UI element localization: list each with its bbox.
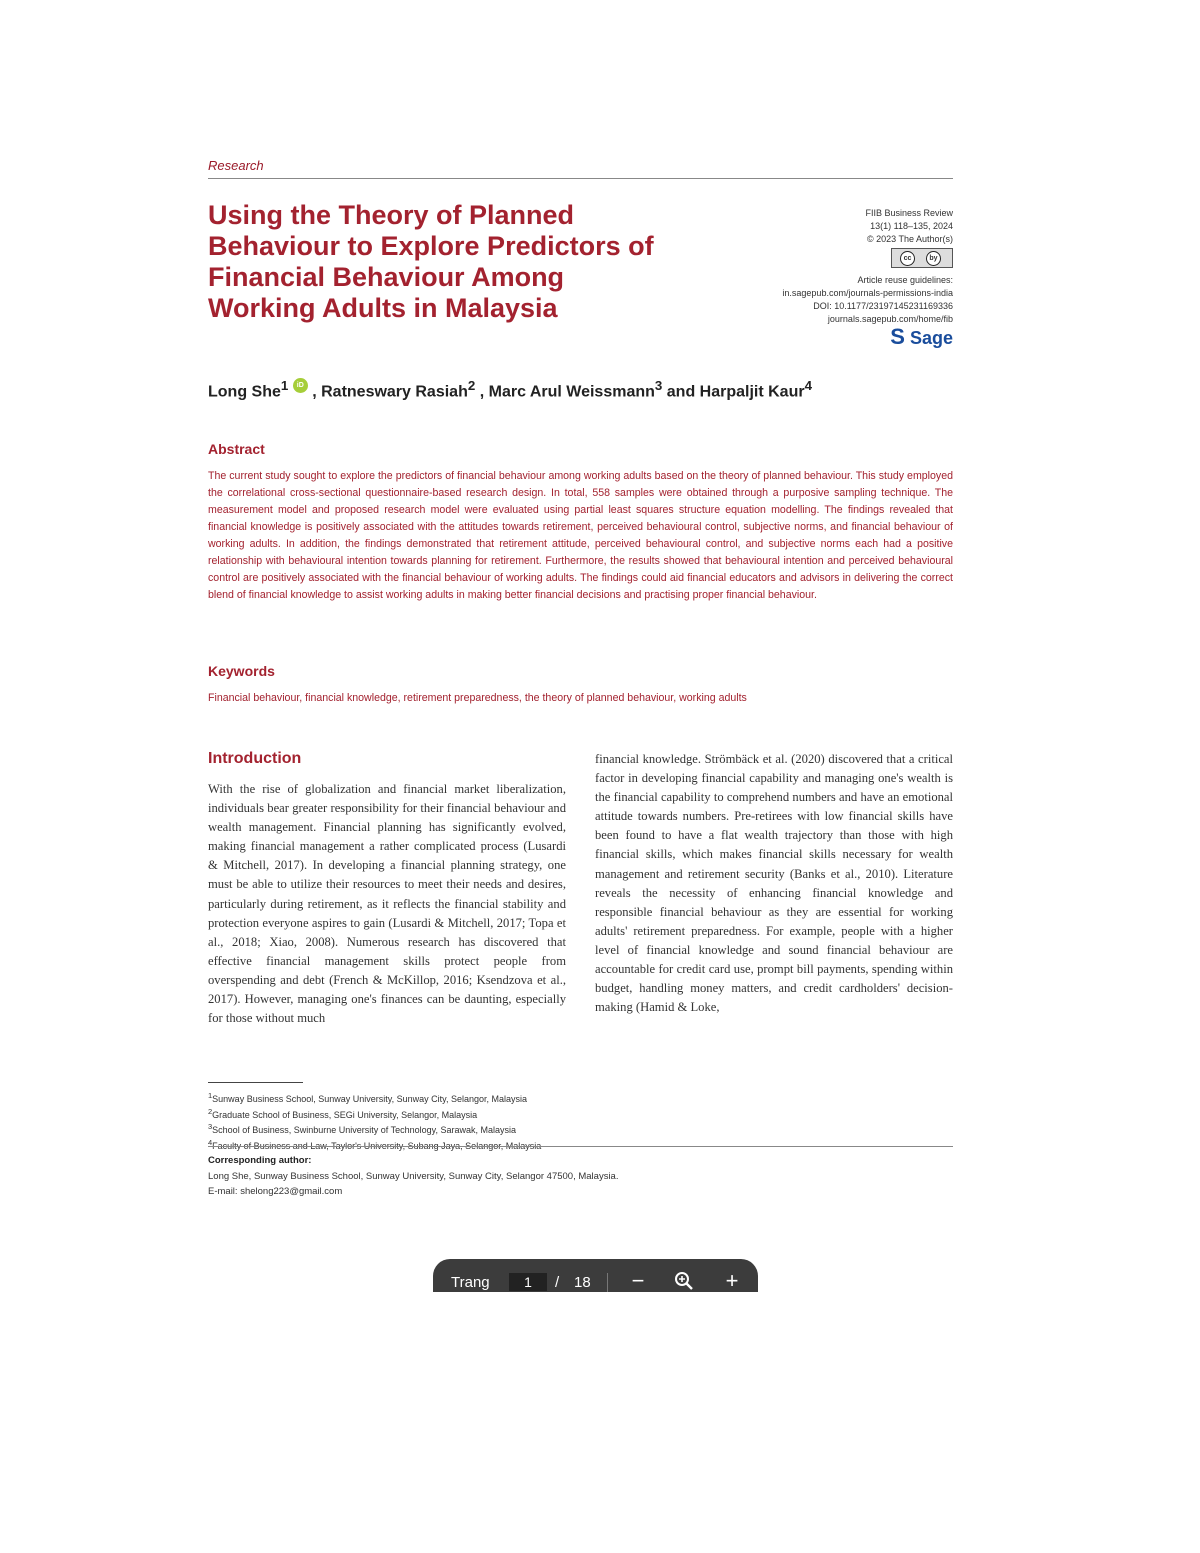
total-pages: 18 bbox=[574, 1274, 591, 1291]
page-separator: / bbox=[555, 1274, 560, 1291]
corresponding-heading: Corresponding author: bbox=[208, 1155, 312, 1166]
keywords-text: Financial behaviour, financial knowledge, retirement preparedness, the theory of planned behaviour, working adults bbox=[208, 692, 747, 704]
affiliation-text: Graduate School of Business, SEGi University, Selangor, Malaysia bbox=[212, 1109, 478, 1120]
cc-icon: cc bbox=[900, 251, 915, 266]
footnote-sup: 3 bbox=[208, 1122, 213, 1131]
journal-name: FIIB Business Review bbox=[865, 208, 953, 218]
affiliation-line bbox=[208, 1090, 541, 1106]
paper-title: Using the Theory of Planned Behaviour to Explore Predictors of Financial Behaviour Among Working Adults in Malaysia bbox=[208, 200, 654, 323]
affiliation-text: School of Business, Swinburne University of Technology, Sarawak, Malaysia bbox=[212, 1125, 516, 1135]
author-name: and Harpaljit Kaur bbox=[666, 383, 805, 401]
zoom-out-button[interactable]: − bbox=[631, 1268, 645, 1292]
footnote-sup: 1 bbox=[208, 1091, 213, 1100]
corresponding-rule bbox=[208, 1146, 953, 1147]
footnote-rule bbox=[208, 1082, 303, 1083]
toolbar-divider bbox=[607, 1273, 608, 1292]
abstract-text: The current study sought to explore the predictors of financial behaviour among working adults based on the theory of planned behaviour. This study employed the correlational cross-sectional questionnaire-based research design. In total, 558 samples were obtained through a purposive sampling technique. The measurement model and proposed research model were evaluated using partial least squares structure equation modelling. The findings revealed that financial knowledge is positively associated with the attitudes towards retirement, perceived behavioural control, subjective norms, and financial behaviour of working adults. In addition, the findings demonstrated that retirement attitude, perceived behavioural control, and subjective norms each had a positive relationship with behavioural intention towards planning for retirement. Furthermore, the results showed that behavioural intention and perceived behavioural control are positively associated with the financial behaviour of working adults. The findings could aid financial educators and advisors in delivering the correct blend of financial knowledge to assist working adults in making better financial decisions and practising proper financial behaviour. bbox=[208, 470, 953, 601]
cc-license-badge[interactable] bbox=[891, 248, 953, 268]
abstract-heading: Abstract bbox=[208, 441, 265, 457]
author-list bbox=[208, 378, 812, 401]
sage-s-icon: S bbox=[890, 324, 905, 349]
corresponding-address: Long She, Sunway Business School, Sunway University, Sunway City, Selangor 47500, Malaysia. bbox=[208, 1170, 619, 1182]
keywords-heading: Keywords bbox=[208, 663, 275, 679]
affiliation-line bbox=[208, 1137, 541, 1153]
zoom-icon[interactable] bbox=[671, 1269, 697, 1292]
attribution-icon: by bbox=[926, 251, 941, 266]
introduction-column-2: financial knowledge. Strömbäck et al. (2020) discovered that a critical factor in developing financial capability and managing one's wealth is the financial capability to comprehend numbers and have an emotional attitude towards numbers. Pre-retirees with low financial skills have been found to have a flat wealth trajectory than those with high financial skills, which makes financial skills necessary for wealth management and retirement security (Banks et al., 2010). Literature reveals the necessity of enhancing financial knowledge and responsible financial behaviour as they are essential for working adults' retirement preparedness. For example, people with a higher level of financial knowledge and sound financial behaviour are accountable for credit card use, prompt bill payments, spending within budget, handling money matters, and credit cardholders' decision-making (Hamid & Loke, bbox=[595, 752, 953, 1015]
introduction-column-1: With the rise of globalization and financial market liberalization, individuals bear greater responsibility for their financial behaviour and wealth management. Financial planning has significantly evolved, making financial management a rather complicated process (Lusardi & Mitchell, 2017). In developing a financial planning strategy, one must be able to utilize their resources to meet their needs and desires, particularly during retirement, as it reflects the financial stability and protection everyone aspires to gain (Lusardi & Mitchell, 2017; Topa et al., 2018; Xiao, 2008). Numerous research has discovered that effective financial management skills protect people from overspending and debt (French & McKillop, 2016; Ksendzova et al., 2017). However, managing one's finances can be daunting, especially for those without much bbox=[208, 782, 566, 1026]
section-label: Research bbox=[208, 158, 264, 173]
zoom-in-button[interactable]: + bbox=[725, 1268, 739, 1292]
author-name: Long She bbox=[208, 383, 281, 401]
footnote-sup: 2 bbox=[208, 1106, 213, 1116]
orcid-icon[interactable]: iD bbox=[293, 378, 308, 393]
journal-link[interactable]: journals.sagepub.com/home/fib bbox=[827, 314, 953, 324]
reuse-link[interactable]: in.sagepub.com/journals-permissions-india bbox=[782, 288, 953, 298]
pdf-viewer-toolbar bbox=[433, 1259, 758, 1292]
affiliation-line bbox=[208, 1106, 541, 1122]
copyright: © 2023 The Author(s) bbox=[866, 234, 953, 244]
corresponding-author bbox=[208, 1153, 618, 1200]
affiliation-sup: 4 bbox=[804, 378, 812, 393]
doi[interactable]: DOI: 10.1177/23197145231169336 bbox=[813, 301, 953, 311]
page-label: Trang bbox=[451, 1274, 490, 1291]
affiliation-text: Sunway Business School, Sunway University, Sunway City, Selangor, Malaysia bbox=[212, 1094, 527, 1104]
sage-logo bbox=[890, 324, 953, 350]
footnote-sup: 4 bbox=[208, 1137, 213, 1147]
author-name: , Ratneswary Rasiah bbox=[312, 383, 468, 401]
affiliation-sup: 2 bbox=[467, 378, 476, 393]
page-number-input[interactable] bbox=[509, 1273, 547, 1291]
affiliation-sup: 1 bbox=[280, 378, 289, 393]
journal-meta bbox=[693, 207, 953, 326]
header-rule bbox=[208, 178, 953, 179]
journal-volume: 13(1) 118–135, 2024 bbox=[870, 221, 953, 231]
affiliation-sup: 3 bbox=[654, 378, 663, 393]
sage-logo-text: Sage bbox=[909, 328, 953, 348]
author-name: , Marc Arul Weissmann bbox=[479, 383, 655, 401]
introduction-heading: Introduction bbox=[208, 750, 302, 767]
corresponding-email[interactable]: E-mail: shelong223@gmail.com bbox=[208, 1186, 343, 1197]
affiliations bbox=[208, 1090, 541, 1152]
affiliation-line bbox=[208, 1121, 541, 1137]
reuse-label: Article reuse guidelines: bbox=[857, 275, 953, 285]
